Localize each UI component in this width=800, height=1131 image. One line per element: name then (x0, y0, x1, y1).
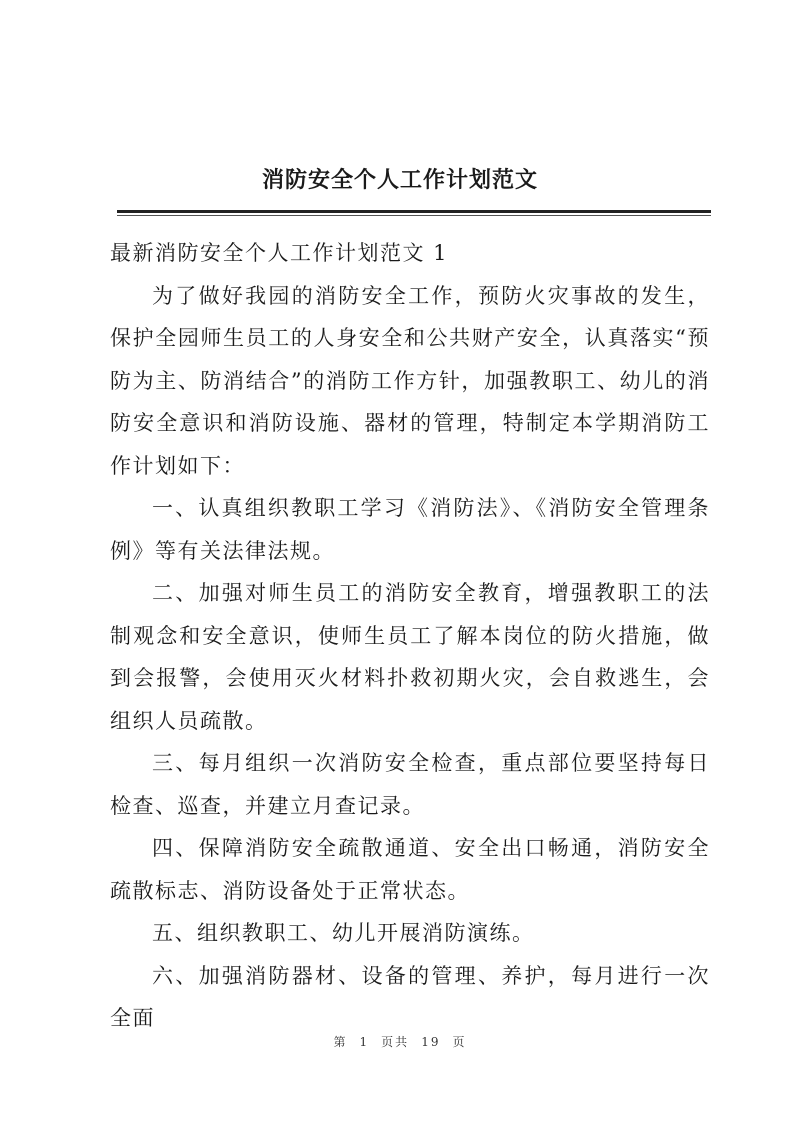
page-label-middle: 页共 (381, 1035, 410, 1049)
paragraph: 六、加强消防器材、设备的管理、养护，每月进行一次全面 (110, 963, 710, 1030)
section-heading: 最新消防安全个人工作计划范文 1 (110, 241, 449, 265)
document-title: 消防安全个人工作计划范文 (261, 168, 538, 193)
page-number-footer (0, 1033, 800, 1050)
page-label-suffix: 页 (452, 1035, 467, 1049)
paragraph: 五、组织教职工、幼儿开展消防演练。 (152, 921, 535, 945)
paragraph: 为了做好我园的消防安全工作，预防火灾事故的发生，保护全园师生员工的人身安全和公共财产安全，认真落实“预防为主、防消结合”的消防工作方针，加强教职工、幼儿的消防安全意识和消防设施、器材的管理，特制定本学期消防工作计划如下： (110, 283, 710, 478)
current-page-number: 1 (359, 1035, 370, 1049)
document-body (110, 232, 710, 1040)
title-divider (117, 210, 711, 213)
paragraph: 二、加强对师生员工的消防安全教育，增强教职工的法制观念和安全意识，使师生员工了解本岗位的防火措施，做到会报警，会使用灭火材料扑救初期火灾，会自救逃生，会组织人员疏散。 (110, 581, 710, 733)
paragraph: 四、保障消防安全疏散通道、安全出口畅通，消防安全疏散标志、消防设备处于正常状态。 (110, 836, 710, 903)
paragraph: 一、认真组织教职工学习《消防法》、《消防安全管理条例》等有关法律法规。 (110, 496, 710, 563)
page-label-prefix: 第 (333, 1035, 348, 1049)
paragraph: 三、每月组织一次消防安全检查，重点部位要坚持每日检查、巡查，并建立月查记录。 (110, 751, 710, 818)
total-pages-number: 19 (421, 1035, 441, 1049)
title-divider-thin (117, 215, 711, 216)
